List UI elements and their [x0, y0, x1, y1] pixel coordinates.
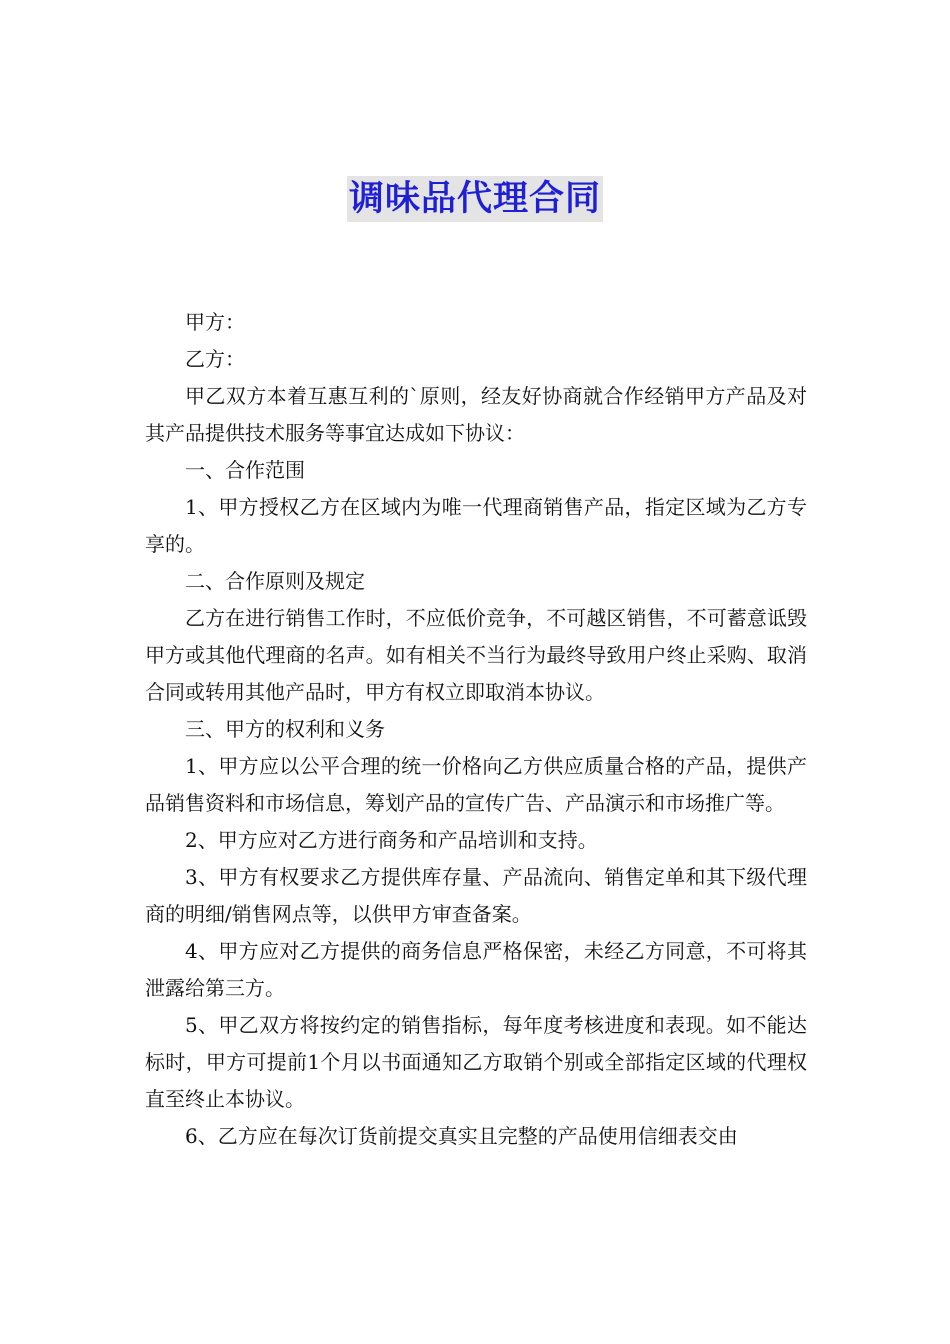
paragraph-rights-1: 1、甲方应以公平合理的统一价格向乙方供应质量合格的产品，提供产品销售资料和市场信息，筹划产品的宣传广告、产品演示和市场推广等。: [145, 754, 807, 815]
section-heading-principles: 二、合作原则及规定: [185, 569, 365, 593]
document-title: 调味品代理合同: [347, 176, 603, 222]
paragraph-rights-2: 2、甲方应对乙方进行商务和产品培训和支持。: [185, 828, 598, 852]
document-body: [145, 304, 807, 1155]
paragraph-rights-3: 3、甲方有权要求乙方提供库存量、产品流向、销售定单和其下级代理商的明细/销售网点等，以供甲方审查备案。: [145, 865, 807, 926]
title-container: [0, 176, 950, 222]
paragraph-party-b: 乙方：: [185, 347, 245, 371]
paragraph-scope-1: 1、甲方授权乙方在区域内为唯一代理商销售产品，指定区域为乙方专享的。: [145, 495, 807, 556]
paragraph-principles: 乙方在进行销售工作时，不应低价竞争，不可越区销售，不可蓄意诋毁甲方或其他代理商的名声。如有相关不当行为最终导致用户终止采购、取消合同或转用其他产品时，甲方有权立即取消本协议。: [145, 606, 807, 704]
paragraph-rights-5: 5、甲乙双方将按约定的销售指标，每年度考核进度和表现。如不能达标时，甲方可提前1个月以书面通知乙方取销个别或全部指定区域的代理权直至终止本协议。: [145, 1013, 807, 1111]
section-heading-party-a-rights: 三、甲方的权利和义务: [185, 717, 385, 741]
paragraph-party-a: 甲方：: [185, 310, 245, 334]
section-heading-scope: 一、合作范围: [185, 458, 305, 482]
paragraph-rights-4: 4、甲方应对乙方提供的商务信息严格保密，未经乙方同意，不可将其泄露给第三方。: [145, 939, 807, 1000]
paragraph-rights-6: 6、乙方应在每次订货前提交真实且完整的产品使用信细表交由: [185, 1124, 738, 1148]
paragraph-preamble: 甲乙双方本着互惠互利的`原则，经友好协商就合作经销甲方产品及对其产品提供技术服务等事宜达成如下协议：: [145, 384, 807, 445]
